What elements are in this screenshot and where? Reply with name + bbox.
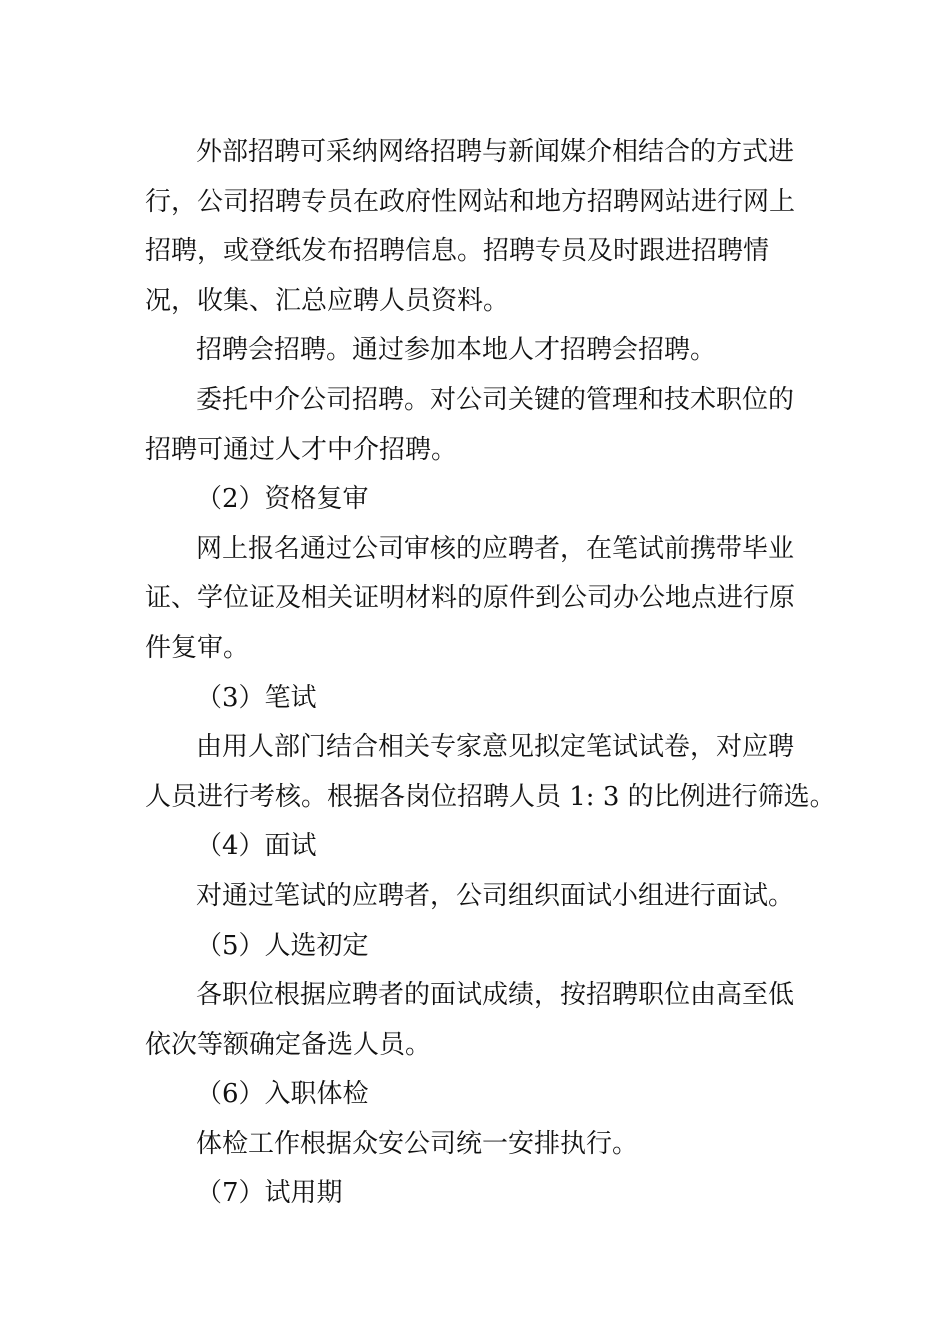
section-heading: （7）试用期 [196, 1178, 343, 1209]
text-line: 招聘可通过人才中介招聘。 [145, 434, 458, 465]
text-line: 各职位根据应聘者的面试成绩，按招聘职位由高至低 [196, 980, 795, 1011]
text-line: 外部招聘可采纳网络招聘与新闻媒介相结合的方式进 [196, 137, 795, 167]
text-line: 对通过笔试的应聘者，公司组织面试小组进行面试。 [196, 880, 795, 911]
section-heading: （2）资格复审 [196, 484, 369, 515]
text-line: 委托中介公司招聘。对公司关键的管理和技术职位的 [196, 384, 795, 415]
text-line: 证、学位证及相关证明材料的原件到公司办公地点进行原 [145, 583, 796, 614]
section-heading: （3）笔试 [196, 682, 317, 713]
text-line: 招聘会招聘。通过参加本地人才招聘会招聘。 [196, 335, 717, 366]
text-line: 人员进行考核。根据各岗位招聘人员 1: 3 的比例进行筛选。 [145, 781, 836, 812]
text-line: 依次等额确定备选人员。 [145, 1029, 432, 1060]
text-line: 件复审。 [145, 632, 250, 663]
section-heading: （4）面试 [196, 831, 317, 862]
text-line: 招聘，或登纸发布招聘信息。招聘专员及时跟进招聘情 [145, 236, 770, 267]
text-line: 行，公司招聘专员在政府性网站和地方招聘网站进行网上 [145, 186, 796, 217]
text-line: 由用人部门结合相关专家意见拟定笔试试卷，对应聘 [196, 732, 795, 763]
text-line: 体检工作根据众安公司统一安排执行。 [196, 1128, 639, 1159]
text-line: 网上报名通过公司审核的应聘者，在笔试前携带毕业 [196, 533, 795, 564]
text-line: 况，收集、汇总应聘人员资料。 [145, 285, 510, 316]
document-page [0, 128, 950, 1219]
section-heading: （5）人选初定 [196, 930, 369, 961]
section-heading: （6）入职体检 [196, 1079, 369, 1110]
